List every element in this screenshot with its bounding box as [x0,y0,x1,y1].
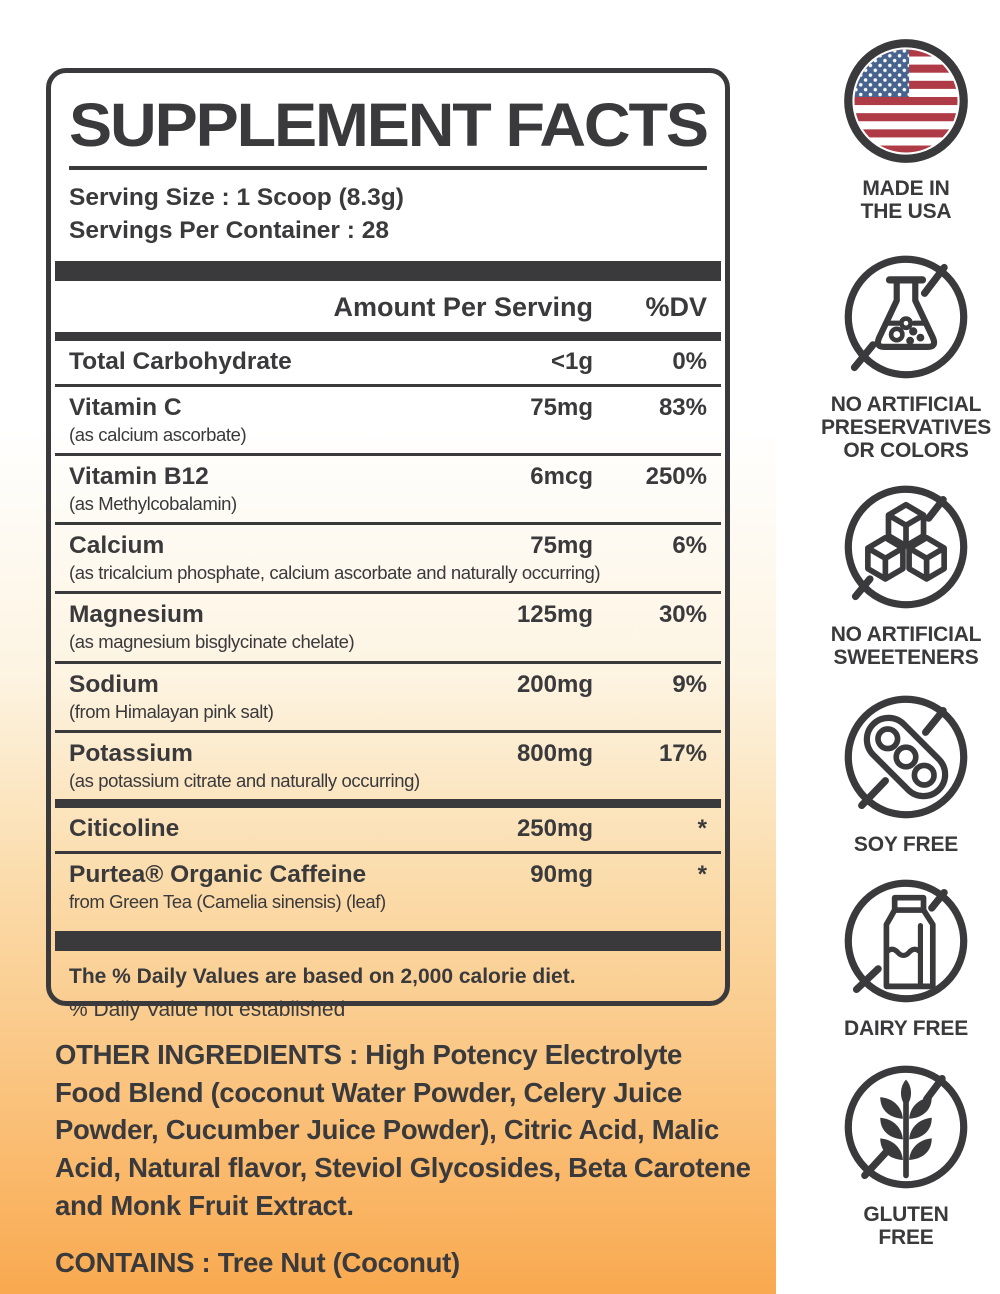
nutrient-row [55,591,721,660]
nutrient-amount: <1g [550,347,593,375]
no-sweeteners-sugar-cubes-icon [839,480,973,614]
made-in-usa-badge [808,34,1000,223]
nutrient-dv: * [697,815,707,843]
nutrient-name: Potassium [69,739,193,767]
contains-paragraph [55,1244,755,1282]
usa-flag-icon [839,34,973,168]
servings-per-container: Servings Per Container : 28 [69,216,389,244]
badge-label: SOY FREE [853,833,959,856]
badge-label: DAIRY FREE [843,1017,969,1040]
nutrient-source: (as magnesium bisglycinate chelate) [69,631,355,653]
badge-label: NO ARTIFICIAL SWEETENERS [830,623,982,670]
nutrient-source: (as tricalcium phosphate, calcium ascorbate and naturally occurring) [69,562,601,584]
active-ingredient-rows [69,808,707,920]
nutrient-name: Sodium [69,670,159,698]
supplement-facts-panel [46,68,730,1021]
nutrient-source: (as Methylcobalamin) [69,492,237,514]
nutrient-amount: 200mg [516,670,593,698]
panel-title: SUPPLEMENT FACTS [69,91,707,159]
no-preservatives-badge [808,250,1000,462]
dv-not-established-footnote: % Daily Value not established [69,997,346,1021]
medium-divider-bar [55,332,721,341]
gluten-free-icon [839,1060,973,1194]
other-ingredients-text: High Potency Electrolyte Food Blend (coconut Water Powder, Celery Juice Powder, Cucumber Juice Powder), Citric Acid, Malic Acid, Natural flavor, Steviol Glycosides, Beta Carotene and Monk Fruit Extract. [55,1039,751,1221]
nutrient-dv: 6% [672,532,707,560]
nutrient-row [55,384,721,453]
contains-text: Tree Nut (Coconut) [217,1247,460,1279]
soy-free-icon [839,690,973,824]
nutrient-source: (as potassium citrate and naturally occurring) [69,769,420,791]
ingredients-section [55,1036,755,1282]
nutrient-row [55,851,721,920]
nutrient-name: Magnesium [69,601,204,629]
nutrient-source: (from Himalayan pink salt) [69,700,274,722]
gluten-free-badge [808,1060,1000,1249]
nutrient-source: from Green Tea (Camelia sinensis) (leaf) [69,891,386,913]
contains-label: CONTAINS : [55,1247,211,1279]
thick-divider-bar [55,931,721,951]
nutrient-name: Vitamin B12 [69,462,209,490]
nutrient-row [55,661,721,730]
nutrient-row [55,730,721,799]
nutrient-amount: 800mg [516,739,593,767]
nutrient-name: Purtea® Organic Caffeine [69,861,367,889]
nutrient-name: Calcium [69,532,165,560]
other-ingredients-label: OTHER INGREDIENTS : [55,1039,358,1070]
amount-per-serving-header: Amount Per Serving [333,291,593,322]
nutrient-dv: 30% [658,601,707,629]
nutrient-source: (as calcium ascorbate) [69,423,247,445]
dairy-free-icon [839,874,973,1008]
nutrient-row [55,341,721,384]
nutrient-name: Total Carbohydrate [69,347,292,375]
thick-divider-bar [55,261,721,281]
other-ingredients-paragraph [55,1036,755,1224]
daily-value-footnote: The % Daily Values are based on 2,000 calorie diet. [69,964,576,988]
nutrient-amount: 125mg [516,601,593,629]
nutrient-amount: 90mg [530,861,593,889]
nutrient-amount: 75mg [530,393,593,421]
dv-header: %DV [645,291,707,322]
badge-label: NO ARTIFICIAL PRESERVATIVES OR COLORS [820,393,992,463]
nutrient-row [55,453,721,522]
nutrient-name: Vitamin C [69,393,182,421]
nutrient-amount: 75mg [530,532,593,560]
nutrient-dv: 9% [672,670,707,698]
nutrient-dv: 17% [658,739,707,767]
nutrient-amount: 6mcg [530,462,593,490]
badge-label: MADE IN THE USA [860,177,952,224]
nutrient-name: Citicoline [69,815,180,843]
certification-badges [808,34,1000,1274]
nutrient-dv: 0% [672,347,707,375]
nutrient-amount: 250mg [516,815,593,843]
serving-size: Serving Size : 1 Scoop (8.3g) [69,184,404,211]
nutrient-dv: 250% [645,462,707,490]
nutrient-rows [69,341,707,800]
soy-free-badge [808,690,1000,856]
nutrient-row [55,522,721,591]
no-preservatives-flask-icon [839,250,973,384]
column-header-row [69,281,707,332]
dairy-free-badge [808,874,1000,1040]
medium-divider-bar [55,799,721,808]
no-sweeteners-badge [808,480,1000,669]
badge-label: GLUTEN FREE [863,1203,949,1250]
nutrient-row [55,808,721,851]
nutrient-dv: 83% [658,393,707,421]
title-divider [69,166,707,170]
nutrient-dv: * [697,861,707,889]
